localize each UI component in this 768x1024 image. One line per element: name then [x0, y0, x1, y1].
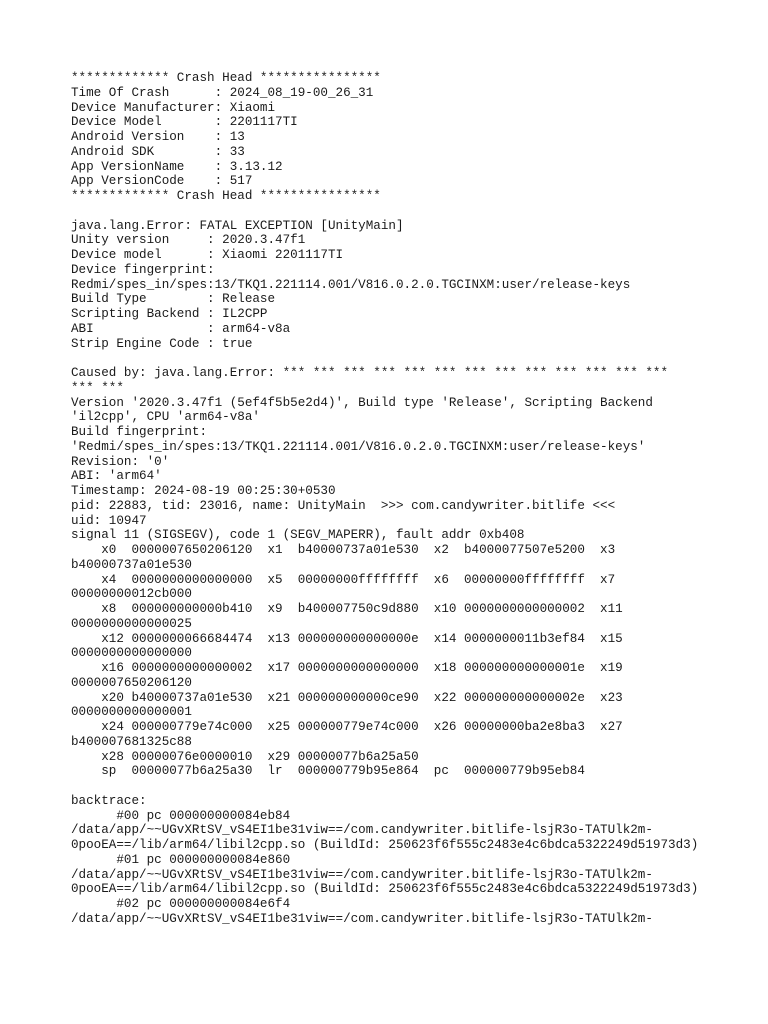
log-line: x12 0000000066684474 x13 000000000000000e x14 0000000011b3ef84 x15 [71, 631, 623, 646]
log-line: b400007681325c88 [71, 734, 192, 749]
log-line: x20 b40000737a01e530 x21 000000000000ce90 x22 000000000000002e x23 [71, 690, 623, 705]
log-line: #00 pc 000000000084eb84 [71, 808, 291, 823]
crash-log-document [71, 71, 751, 927]
log-line: x4 0000000000000000 x5 00000000ffffffff x6 00000000ffffffff x7 [71, 572, 616, 587]
log-line [71, 779, 751, 794]
log-line: 00000000012cb000 [71, 587, 192, 602]
log-line: x8 000000000000b410 x9 b400007750c9d880 x10 0000000000000002 x11 [71, 602, 623, 616]
log-line: Redmi/spes_in/spes:13/TKQ1.221114.001/V816.0.2.0.TGCINXM:user/release-keys [71, 277, 631, 292]
log-line [71, 351, 751, 366]
log-line: pid: 22883, tid: 23016, name: UnityMain >>> com.candywriter.bitlife <<< [71, 498, 616, 513]
log-line: x0 0000007650206120 x1 b40000737a01e530 x2 b4000077507e5200 x3 [71, 543, 616, 557]
log-line: Scripting Backend : IL2CPP [71, 307, 268, 321]
log-line: 0000007650206120 [71, 675, 192, 690]
log-line: sp 00000077b6a25a30 lr 000000779b95e864 pc 000000779b95eb84 [71, 764, 585, 779]
log-line: Build Type : Release [71, 292, 276, 307]
log-line: Device model : Xiaomi 2201117TI [71, 248, 344, 262]
log-line: Build fingerprint: [71, 425, 208, 439]
log-line: Device Manufacturer: Xiaomi [71, 100, 276, 115]
log-line: ABI : arm64-v8a [71, 321, 291, 336]
log-line: x28 00000076e0000010 x29 00000077b6a25a50 [71, 749, 419, 764]
log-line [71, 204, 751, 219]
log-line: ************* Crash Head **************** [71, 71, 381, 85]
log-line: App VersionCode : 517 [71, 174, 253, 189]
log-line: Version '2020.3.47f1 (5ef4f5b5e2d4)', Build type 'Release', Scripting Backend [71, 395, 653, 410]
log-line: uid: 10947 [71, 513, 147, 528]
log-line: java.lang.Error: FATAL EXCEPTION [UnityMain] [71, 218, 404, 233]
log-line: Time Of Crash : 2024_08_19-00_26_31 [71, 85, 374, 100]
log-line: Revision: '0' [71, 454, 170, 469]
log-line: 0000000000000001 [71, 705, 192, 720]
log-line: *** *** [71, 380, 124, 395]
log-line: Android SDK : 33 [71, 144, 245, 159]
log-line: 0000000000000000 [71, 646, 192, 661]
log-line: signal 11 (SIGSEGV), code 1 (SEGV_MAPERR), fault addr 0xb408 [71, 528, 525, 543]
log-line: /data/app/~~UGvXRtSV_vS4EI1be31viw==/com.candywriter.bitlife-lsjR3o-TATUlk2m- [71, 867, 653, 882]
log-line: Timestamp: 2024-08-19 00:25:30+0530 [71, 484, 336, 498]
log-line: /data/app/~~UGvXRtSV_vS4EI1be31viw==/com.candywriter.bitlife-lsjR3o-TATUlk2m- [71, 823, 653, 838]
log-line: #02 pc 000000000084e6f4 [71, 897, 291, 911]
log-line: 0000000000000025 [71, 616, 192, 631]
log-line: backtrace: [71, 793, 147, 808]
log-line: 0pooEA==/lib/arm64/libil2cpp.so (BuildId: 250623f6f555c2483e4c6bdca5322249d51973d3) [71, 838, 699, 852]
log-line: b40000737a01e530 [71, 557, 192, 572]
log-line: Device Model : 2201117TI [71, 115, 298, 130]
log-line: Caused by: java.lang.Error: *** *** *** *** *** *** *** *** *** *** *** *** *** [71, 366, 669, 380]
log-line: 'il2cpp', CPU 'arm64-v8a' [71, 410, 260, 425]
log-line: 'Redmi/spes_in/spes:13/TKQ1.221114.001/V816.0.2.0.TGCINXM:user/release-keys' [71, 439, 646, 454]
log-line: 0pooEA==/lib/arm64/libil2cpp.so (BuildId: 250623f6f555c2483e4c6bdca5322249d51973d3) [71, 882, 699, 897]
log-line: #01 pc 000000000084e860 [71, 852, 291, 867]
log-line: Unity version : 2020.3.47f1 [71, 233, 306, 248]
log-line: Android Version : 13 [71, 130, 245, 144]
log-line: Device fingerprint: [71, 262, 215, 277]
log-line: App VersionName : 3.13.12 [71, 159, 283, 174]
log-line: /data/app/~~UGvXRtSV_vS4EI1be31viw==/com.candywriter.bitlife-lsjR3o-TATUlk2m- [71, 911, 653, 926]
log-line: x16 0000000000000002 x17 0000000000000000 x18 000000000000001e x19 [71, 661, 623, 675]
log-line: Strip Engine Code : true [71, 336, 253, 351]
log-line: x24 000000779e74c000 x25 000000779e74c000 x26 00000000ba2e8ba3 x27 [71, 720, 623, 734]
log-line: ************* Crash Head **************** [71, 189, 381, 203]
log-line: ABI: 'arm64' [71, 469, 162, 484]
